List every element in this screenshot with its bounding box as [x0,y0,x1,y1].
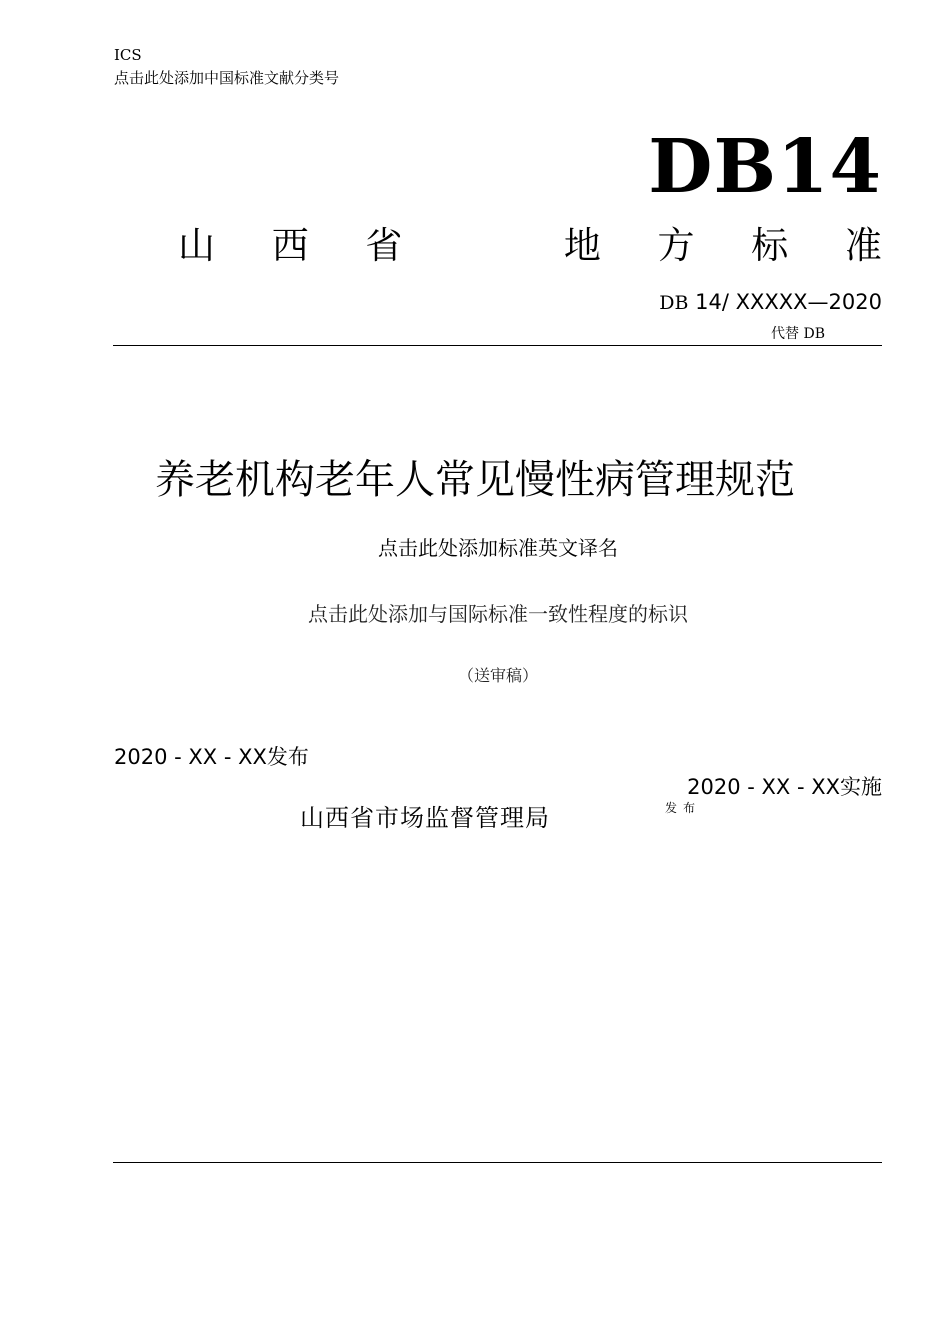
standard-number-main: 14/ XXXXX—2020 [688,290,882,314]
ics-classification-placeholder[interactable]: 点击此处添加中国标准文献分类号 [114,69,340,87]
standard-type-char: 西 [271,224,309,267]
standard-number [659,290,882,314]
document-title: 养老机构老年人常见慢性病管理规范 [155,457,795,503]
standard-type-char: 地 [563,224,601,267]
standard-type-char: 山 [178,224,215,267]
draft-status: （送审稿） [457,666,538,685]
issuing-authority: 山西省市场监督管理局 [300,804,550,832]
standard-type-char: 省 [365,224,403,267]
issue-label: 发布 [665,801,702,815]
standard-type-char: 标 [751,224,789,267]
standard-code-logo: DB14 [648,124,882,210]
replaces-standard[interactable]: 代替 DB [771,326,825,342]
publish-date: 2020 - XX - XX发布 [114,745,309,769]
ics-label: ICS [114,46,142,64]
standard-type-char: 准 [844,224,882,267]
bottom-divider [113,1162,882,1163]
top-divider [113,345,882,346]
consistency-placeholder[interactable]: 点击此处添加与国际标准一致性程度的标识 [308,602,688,626]
implementation-date: 2020 - XX - XX实施 [687,775,882,799]
standard-type-title [178,218,882,266]
english-title-placeholder[interactable]: 点击此处添加标准英文译名 [378,536,618,560]
standard-type-char: 方 [657,224,695,267]
standard-number-prefix: DB [659,292,689,314]
